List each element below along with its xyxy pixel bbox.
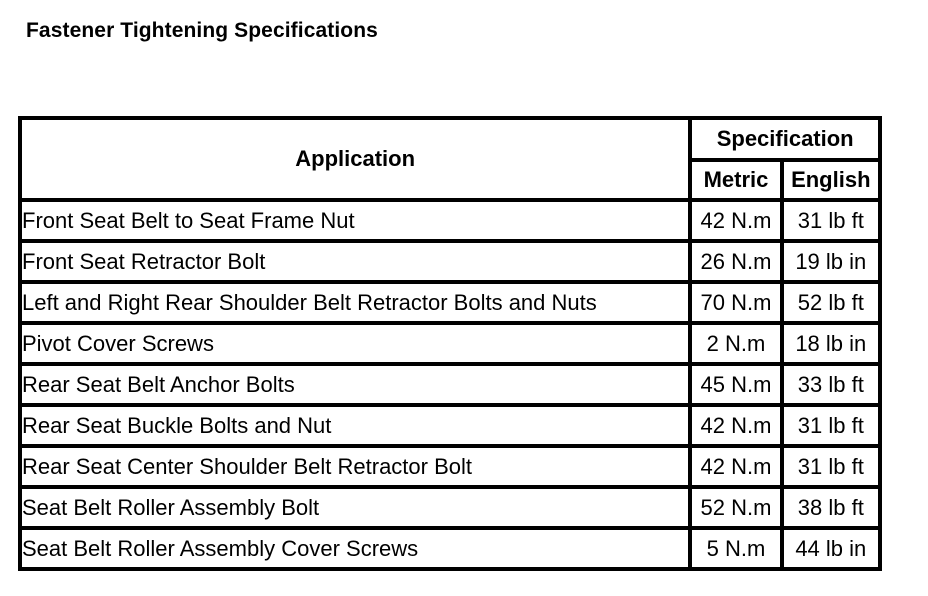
- metric-cell: 42 N.m: [690, 200, 781, 241]
- metric-cell: 2 N.m: [690, 323, 781, 364]
- english-cell: 31 lb ft: [782, 405, 880, 446]
- application-cell: Rear Seat Buckle Bolts and Nut: [20, 405, 690, 446]
- application-cell: Front Seat Belt to Seat Frame Nut: [20, 200, 690, 241]
- application-cell: Seat Belt Roller Assembly Cover Screws: [20, 528, 690, 569]
- application-cell: Rear Seat Belt Anchor Bolts: [20, 364, 690, 405]
- page-title: Fastener Tightening Specifications: [26, 19, 378, 42]
- metric-cell: 42 N.m: [690, 405, 781, 446]
- application-cell: Left and Right Rear Shoulder Belt Retractor Bolts and Nuts: [20, 282, 690, 323]
- table-row: [20, 446, 880, 487]
- english-cell: 19 lb in: [782, 241, 880, 282]
- application-cell: Seat Belt Roller Assembly Bolt: [20, 487, 690, 528]
- application-cell: Front Seat Retractor Bolt: [20, 241, 690, 282]
- application-cell: Rear Seat Center Shoulder Belt Retractor Bolt: [20, 446, 690, 487]
- table-row: [20, 528, 880, 569]
- metric-cell: 26 N.m: [690, 241, 781, 282]
- english-cell: 31 lb ft: [782, 200, 880, 241]
- metric-cell: 42 N.m: [690, 446, 781, 487]
- application-cell: Pivot Cover Screws: [20, 323, 690, 364]
- english-cell: 38 lb ft: [782, 487, 880, 528]
- table-row: [20, 487, 880, 528]
- table-row: [20, 282, 880, 323]
- table-row: [20, 364, 880, 405]
- fastener-spec-table: [18, 116, 882, 571]
- header-specification: Specification: [690, 118, 880, 160]
- metric-cell: 45 N.m: [690, 364, 781, 405]
- english-cell: 44 lb in: [782, 528, 880, 569]
- header-english: English: [782, 160, 880, 200]
- metric-cell: 52 N.m: [690, 487, 781, 528]
- table-row: [20, 200, 880, 241]
- english-cell: 18 lb in: [782, 323, 880, 364]
- metric-cell: 5 N.m: [690, 528, 781, 569]
- table-row: [20, 323, 880, 364]
- header-metric: Metric: [690, 160, 781, 200]
- metric-cell: 70 N.m: [690, 282, 781, 323]
- english-cell: 31 lb ft: [782, 446, 880, 487]
- header-application: Application: [20, 118, 690, 200]
- table-row: [20, 241, 880, 282]
- table-row: [20, 405, 880, 446]
- english-cell: 52 lb ft: [782, 282, 880, 323]
- english-cell: 33 lb ft: [782, 364, 880, 405]
